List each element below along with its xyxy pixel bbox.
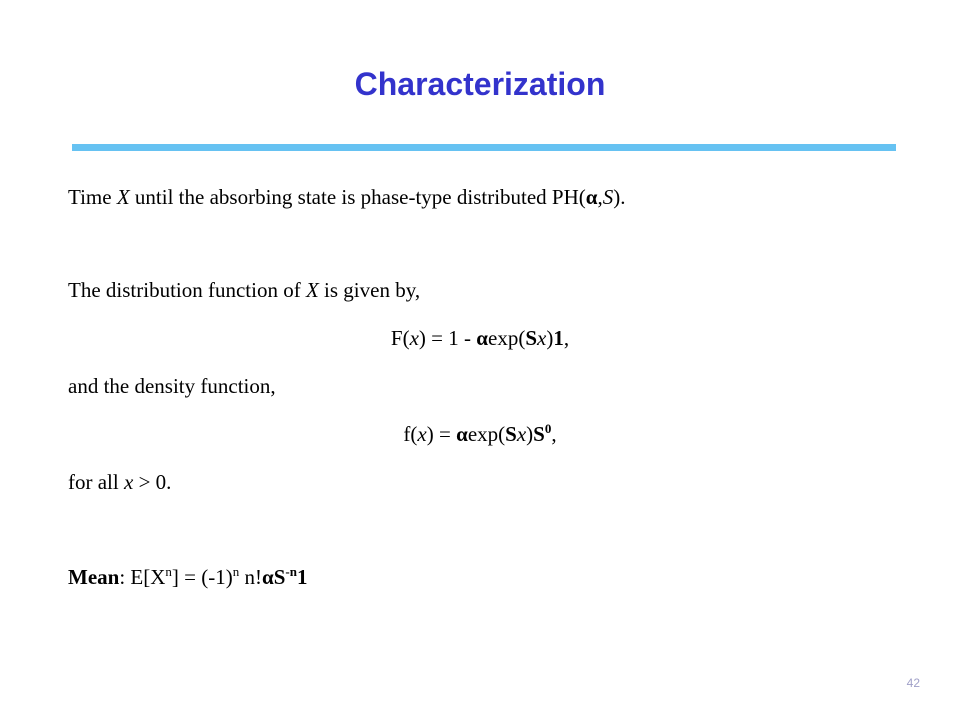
- text: exp(: [467, 422, 506, 446]
- matrix-S: S: [525, 326, 538, 350]
- superscript-n: n: [165, 564, 172, 579]
- alpha-symbol: α: [261, 565, 274, 589]
- distribution-sentence: [68, 277, 420, 303]
- matrix-S: S: [273, 565, 286, 589]
- text: ) =: [426, 422, 457, 446]
- text: > 0.: [133, 470, 172, 494]
- var-x: x: [537, 326, 547, 350]
- text: ,: [563, 326, 570, 350]
- text: for all: [68, 470, 124, 494]
- density-sentence: and the density function,: [68, 374, 276, 398]
- alpha-symbol: α: [456, 422, 468, 446]
- var-x: x: [123, 470, 134, 494]
- text: ): [546, 326, 554, 350]
- text: : E[X: [119, 565, 166, 589]
- exit-vector-S: S: [533, 422, 545, 446]
- text: is given by,: [318, 278, 421, 302]
- text: The distribution function of: [68, 278, 306, 302]
- mean-label: Mean: [68, 565, 120, 589]
- pdf-formula: [0, 421, 960, 447]
- text: ] = (-1): [171, 565, 233, 589]
- var-x: x: [409, 326, 419, 350]
- title-underline: [72, 144, 896, 151]
- page-number: 42: [906, 676, 920, 690]
- text: f(: [403, 422, 418, 446]
- text: ).: [613, 185, 626, 209]
- text: Time: [68, 185, 117, 209]
- cdf-formula: [0, 325, 960, 351]
- alpha-symbol: α: [476, 326, 488, 350]
- var-x: x: [417, 422, 427, 446]
- text: exp(: [488, 326, 526, 350]
- var-X: X: [116, 185, 130, 209]
- text: ): [526, 422, 534, 446]
- superscript-zero: 0: [544, 421, 552, 436]
- superscript-n: n: [232, 564, 240, 579]
- var-X: X: [305, 278, 319, 302]
- slide-title: Characterization: [354, 66, 606, 102]
- matrix-S: S: [505, 422, 517, 446]
- text: F(: [390, 326, 410, 350]
- var-x: x: [516, 422, 527, 446]
- text: n!: [239, 565, 262, 589]
- domain-sentence: [68, 469, 171, 495]
- mean-formula: [68, 564, 307, 590]
- var-S: S: [602, 185, 614, 209]
- superscript-neg-n: -n: [285, 564, 297, 579]
- ones-vector: 1: [553, 326, 564, 350]
- text: ,: [551, 422, 557, 446]
- text: until the absorbing state is phase-type distributed PH(: [129, 185, 586, 209]
- text: ,: [597, 185, 603, 209]
- intro-sentence: [68, 184, 626, 210]
- text: ) = 1 -: [418, 326, 477, 350]
- alpha-symbol: α: [585, 185, 598, 209]
- ones-vector: 1: [296, 565, 308, 589]
